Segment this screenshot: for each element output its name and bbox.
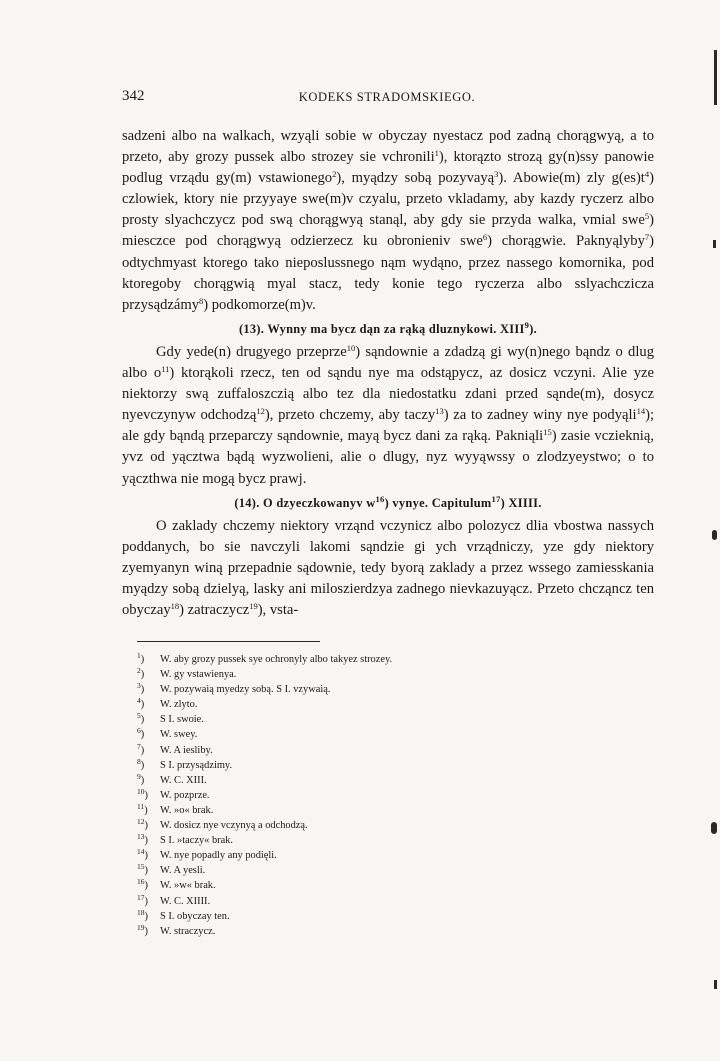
footnote (137, 667, 557, 682)
footnote-number-value: 13 (137, 832, 145, 842)
footnote-number: $^{14}$) (137, 847, 148, 862)
footnote-number-value: 8 (137, 756, 141, 766)
footnote-text: W. gy vstawienya. (160, 669, 237, 681)
footnote-number-value: 12 (137, 817, 145, 827)
text-run: (13). Wynny ma bycz dąn za rąką dluznykowi. XIII (238, 321, 525, 336)
paragraph (122, 342, 654, 490)
footnote (137, 909, 557, 924)
footnote-number: $^4$) (137, 696, 145, 711)
footnote-number: $^{11}$) (137, 801, 148, 816)
footnote-ref: 17 (491, 493, 501, 504)
footnote-ref: 12 (256, 406, 265, 417)
paragraph (122, 126, 654, 316)
text-run: sadzeni albo na walkach, wzyąli sobie w obyczay nyestacz pod zadną chorągwyą, a to przeto, aby grozy pussek albo strozey sie vchronili (122, 128, 654, 166)
footnote-ref: 15 (543, 427, 552, 438)
footnote (137, 743, 557, 758)
text-run: ), myądzy sobą pozyvayą (336, 170, 495, 187)
text-run: ), vsta- (257, 602, 299, 619)
footnote-number: $^6$) (137, 726, 145, 741)
footnote-text: W. C. XIII. (160, 774, 207, 786)
footnote-ref: 2 (332, 169, 337, 180)
footnote-number: $^2$) (137, 666, 145, 681)
footnote (137, 773, 557, 788)
text-run: ) za to zadney winy nye podyąli (443, 407, 637, 424)
footnote-number-value: 4 (137, 696, 141, 706)
footnote-number-value: 9 (137, 771, 141, 781)
footnote (137, 712, 557, 727)
footnote-ref: 1 (434, 148, 439, 159)
footnote-ref: 3 (494, 169, 499, 180)
footnote-ref: 14 (636, 406, 646, 417)
text-run: ); ale gdy bąndą przeparczy sąndownie, mayą bycz dani za rąką. Pakniąli (122, 407, 654, 445)
footnote (137, 818, 557, 833)
footnote-text: W. C. XIIII. (160, 895, 211, 907)
text-run: ) odtychmyast ktorego tako nieposlussnego nąm wydąno, przez nassego komornika, pod ktoregoby chorągwią myal stacz, tedy konie tego ryczerza albo sslyachczicza przysądzámy (122, 233, 654, 313)
footnote (137, 848, 557, 863)
footnote-number: $^7$) (137, 741, 145, 756)
footnote-number: $^{16}$) (137, 877, 148, 892)
text-run: ). (529, 321, 538, 336)
paragraph (122, 516, 654, 621)
footnote-number-value: 6 (137, 726, 141, 736)
running-title: KODEKS STRADOMSKIEGO. (298, 90, 476, 104)
footnote-number-value: 15 (137, 862, 145, 872)
text-run: ). Abowie(m) zly g(es)t (498, 170, 645, 187)
footnote-text: W. pozprze. (160, 789, 210, 801)
footnote-number-value: 14 (137, 847, 145, 857)
footnote (137, 878, 557, 893)
footnote-text: W. nye popadly any podięli. (160, 850, 277, 862)
footnote-text: W. »w« brak. (160, 880, 216, 892)
page-number: 342 (122, 88, 145, 104)
page-edge-mark (711, 822, 717, 834)
page-edge-mark (712, 530, 717, 540)
page-header (122, 88, 652, 108)
footnote-text: W. pozywaią myedzy sobą. S I. vzywaią. (160, 684, 331, 696)
text-run: ) vynye. Capitulum (384, 495, 492, 510)
footnote (137, 833, 557, 848)
page-edge-mark (714, 50, 717, 105)
footnote-number: $^{12}$) (137, 817, 148, 832)
footnote (137, 863, 557, 878)
footnote (137, 758, 557, 773)
text-run: ), ktorązto strozą gy(n)ssy panowie podlug vrządu gy(m) vstawionego (122, 149, 654, 187)
text-run: ) ktorąkoli rzecz, ten od sąndu nye ma odstąpycz, az dosicz vczyni. Alie yze niektorzy swą zuffaloszczią albo tez dla niedostatku zdani przed sąnde(m), dosycz nyevczynyw odchodzą (122, 365, 654, 424)
footnote (137, 788, 557, 803)
footnote-text: W. straczycz. (160, 925, 216, 937)
footnote-number-value: 16 (137, 877, 145, 887)
footnote-ref: 16 (375, 493, 385, 504)
footnote-ref: 13 (435, 406, 444, 417)
footnote-ref: 9 (524, 319, 530, 330)
footnote-number: $^9$) (137, 771, 145, 786)
footnote-number: $^1$) (137, 651, 145, 665)
footnote-ref: 11 (161, 364, 170, 375)
footnote-text: W. A iesliby. (160, 744, 213, 756)
footnote-ref: 19 (249, 601, 258, 612)
text-run: ), przeto chczemy, aby taczy (264, 407, 436, 424)
main-text (122, 126, 654, 621)
footnote-text: W. »o« brak. (160, 804, 214, 816)
page-edge-mark (713, 240, 716, 248)
footnote-number-value: 10 (137, 786, 145, 796)
footnote-text: S I. »taczy« brak. (160, 835, 233, 847)
footnote (137, 682, 557, 697)
section-heading-14 (122, 493, 654, 514)
page-edge-mark (714, 980, 717, 989)
footnote-text: W. dosicz nye vczynyą a odchodzą. (160, 820, 308, 832)
footnote-number-value: 1 (137, 651, 141, 660)
footnote-ref: 5 (644, 211, 650, 222)
text-run: ) sąndownie a zdadzą gi wy(n)nego bąndz o dlug albo o (122, 343, 654, 382)
footnote-number: $^{15}$) (137, 862, 148, 877)
footnote-text: W. swey. (160, 729, 198, 741)
text-run: ) zasie vczieknią, yvz od yącztwa bądą wyzwolieni, alie o dlugy, nyz wyyąwssy o zlodzyeystwo; o to yączthwa nie mogą bycz prawj. (122, 428, 654, 487)
footnote (137, 727, 557, 742)
footnote-text: W. zlyto. (160, 699, 198, 711)
footnote-number-value: 2 (137, 666, 141, 676)
footnote-ref: 4 (644, 169, 650, 180)
footnote (137, 924, 557, 939)
footnote-divider (137, 641, 320, 642)
footnote-number-value: 18 (137, 907, 145, 917)
footnote-number: $^8$) (137, 756, 145, 771)
text-run: O zaklady chczemy niektory vrząnd vczynicz albo polozycz dlia vbostwa nassych poddanych, bo sie navczyli lakomi sąndzie gi ych vrządniczy, yze gdy niektory zyemyanyn winą przepadnie sądownie, tedy byorą zaklady a przez wssego zamiesskania myądzy sobą dzielyą, lasky ani miloszierdzya zadnego nievkazuyącz. Przeto chcząncz ten obyczay (122, 517, 654, 619)
footnote (137, 652, 557, 667)
footnote-text: W. aby grozy pussek sye ochronyly albo takyez strozey. (160, 654, 393, 665)
text-run: ) czlowiek, ktory nie przyyaye swe(m)v czyalu, przeto vkladamy, aby kazdy ryczerz albo prosty slyachczycz pod swą chorągwyą stanąl, aby gdy sie przyda walka, vmial swe (122, 170, 654, 229)
footnote-text: S I. obyczay ten. (160, 910, 230, 922)
footnote (137, 803, 557, 818)
section-heading-13 (122, 319, 654, 340)
footnote-text: S I. swoie. (160, 714, 204, 726)
footnote-number-value: 3 (137, 681, 141, 691)
footnote-number-value: 19 (137, 922, 145, 932)
footnote-ref: 18 (170, 601, 180, 612)
text-run: ) chorągwie. Paknyąlyby (487, 233, 645, 250)
footnote-number: $^3$) (137, 681, 145, 696)
footnote-number: $^{10}$) (137, 786, 148, 801)
footnote-ref: 10 (346, 342, 356, 353)
footnote-ref: 7 (644, 232, 650, 243)
text-run: ) podkomorze(m)v. (203, 296, 316, 313)
footnote-number: $^{13}$) (137, 832, 148, 847)
footnote (137, 697, 557, 712)
footnote-ref: 8 (199, 295, 204, 306)
text-run: ) miesczce pod chorągwyą odzierzecz ku obronieniv swe (122, 212, 654, 250)
footnote-number: $^{18}$) (137, 907, 148, 922)
footnote-ref: 6 (482, 232, 488, 243)
footnote-number-value: 17 (137, 892, 145, 902)
text-run: ) XIIII. (500, 495, 542, 510)
footnote-text: S I. przysądzimy. (160, 759, 233, 771)
footnotes-list (137, 652, 557, 939)
footnote-number: $^{17}$) (137, 892, 148, 907)
footnote-number: $^{19}$) (137, 922, 148, 937)
footnote-number: $^5$) (137, 711, 145, 726)
text-run: Gdy yede(n) drugyego przeprze (156, 343, 347, 360)
footnote-number-value: 11 (137, 801, 145, 811)
footnote-number-value: 5 (137, 711, 141, 721)
text-run: ) zatraczycz (179, 602, 250, 619)
text-run: (14). O dzyeczkowanyv w (234, 495, 376, 510)
footnote-text: W. A yesli. (160, 865, 206, 877)
footnote-number-value: 7 (137, 741, 141, 751)
footnote (137, 894, 557, 909)
